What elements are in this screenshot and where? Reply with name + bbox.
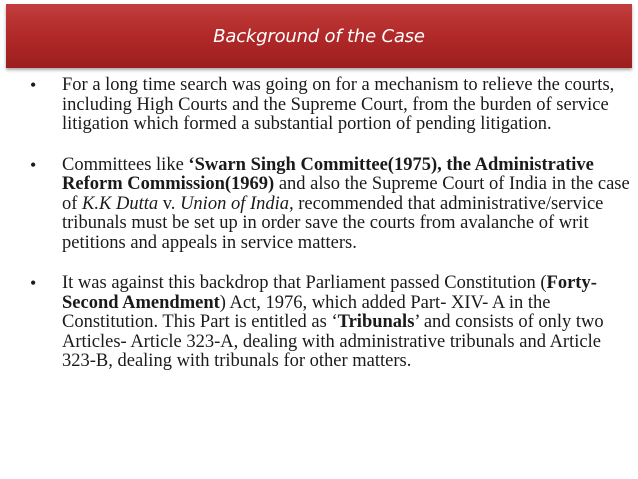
slide-title: Background of the Case [213,25,425,47]
bullet-bold-text: ‘Swarn Singh Committee(1975), the Administrative Reform Commission(1969) [62,154,594,194]
bullet-italic-text: Union of India, [180,193,294,214]
bullet-icon: • [30,273,37,293]
bullet-text [62,274,630,372]
bullet-icon: • [30,75,37,95]
bullet-text [62,156,630,254]
bullet-bold-text: Tribunals [337,312,415,332]
bullet-text-part: recommended that administrative/service tribunals must be set up in order save the courts from avalanche of writ petitions and appeals in service matters. [62,193,604,253]
bullet-item [30,274,630,372]
bullet-text-part: For a long time search was going on for a mechanism to relieve the courts, including High Courts and the Supreme Court, from the burden of service litigation which formed a substantial portion of pending litigation. [62,75,615,134]
bullet-text-part: ’ and consists of only two Articles- Article 323-A, dealing with administrative tribunals and Article 323-B, dealing with tribunals for other matters. [62,312,604,371]
bullet-item [30,76,630,135]
bullet-list [30,76,630,393]
bullet-icon: • [30,154,37,175]
bullet-item [30,156,630,254]
bullet-text-part: v. [158,193,181,214]
title-bar [6,4,632,68]
bullet-bold-text: Forty- Second Amendment [62,273,597,313]
bullet-text-part: Committees like [62,154,189,175]
bullet-text [62,76,630,135]
bullet-text-part: It was against this backdrop that Parliament passed Constitution ( [62,273,547,293]
bullet-text-part: ) Act, 1976, which added Part- XIV- A in the Constitution. This Part is entitled as ‘ [62,292,551,332]
bullet-text-part: and also the Supreme Court of India in the case of [62,174,630,214]
bullet-italic-text: K.K Dutta [82,193,159,214]
